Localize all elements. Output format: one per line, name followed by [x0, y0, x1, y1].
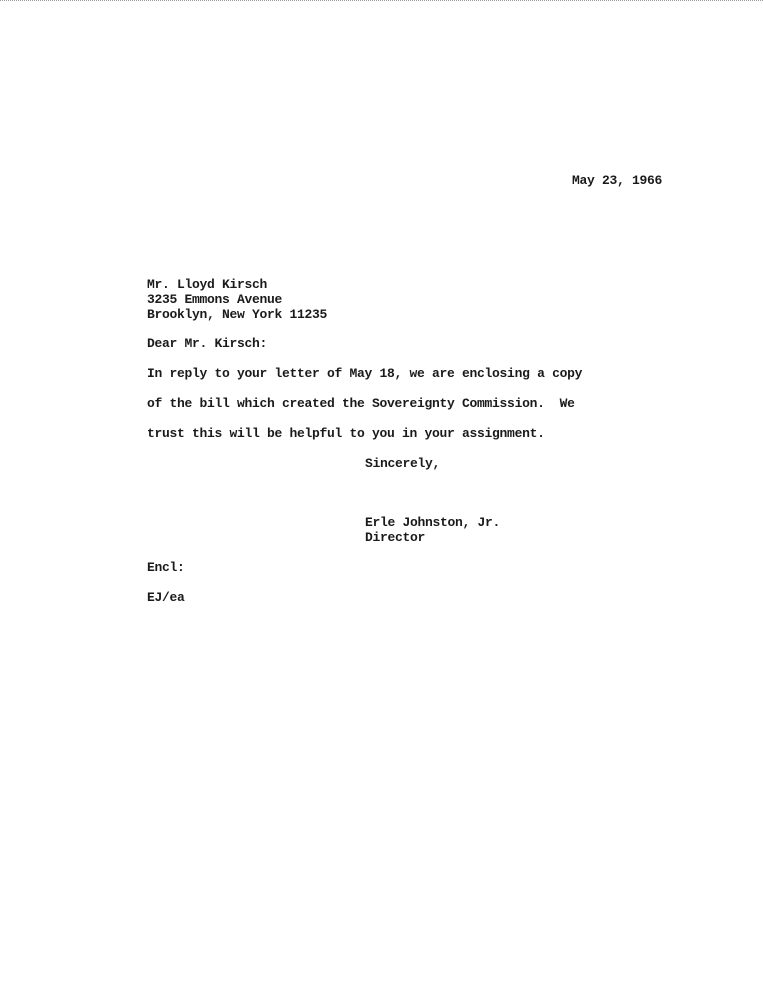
recipient-city: Brooklyn, New York 11235 [147, 307, 328, 322]
body-line-1: In reply to your letter of May 18, we are enclosing a copy [147, 366, 583, 381]
reference-initials: EJ/ea [147, 590, 185, 605]
salutation: Dear Mr. Kirsch: [147, 336, 268, 351]
recipient-name: Mr. Lloyd Kirsch [147, 277, 268, 292]
letter-date: May 23, 1966 [572, 173, 663, 188]
signer-title: Director [365, 530, 426, 545]
recipient-street: 3235 Emmons Avenue [147, 292, 283, 307]
signer-name: Erle Johnston, Jr. [365, 515, 501, 530]
body-line-2: of the bill which created the Sovereignty Commission. We [147, 396, 575, 411]
closing: Sincerely, [365, 456, 441, 471]
enclosure-note: Encl: [147, 560, 185, 575]
page-top-border [0, 0, 763, 1]
body-line-3: trust this will be helpful to you in your assignment. [147, 426, 545, 441]
